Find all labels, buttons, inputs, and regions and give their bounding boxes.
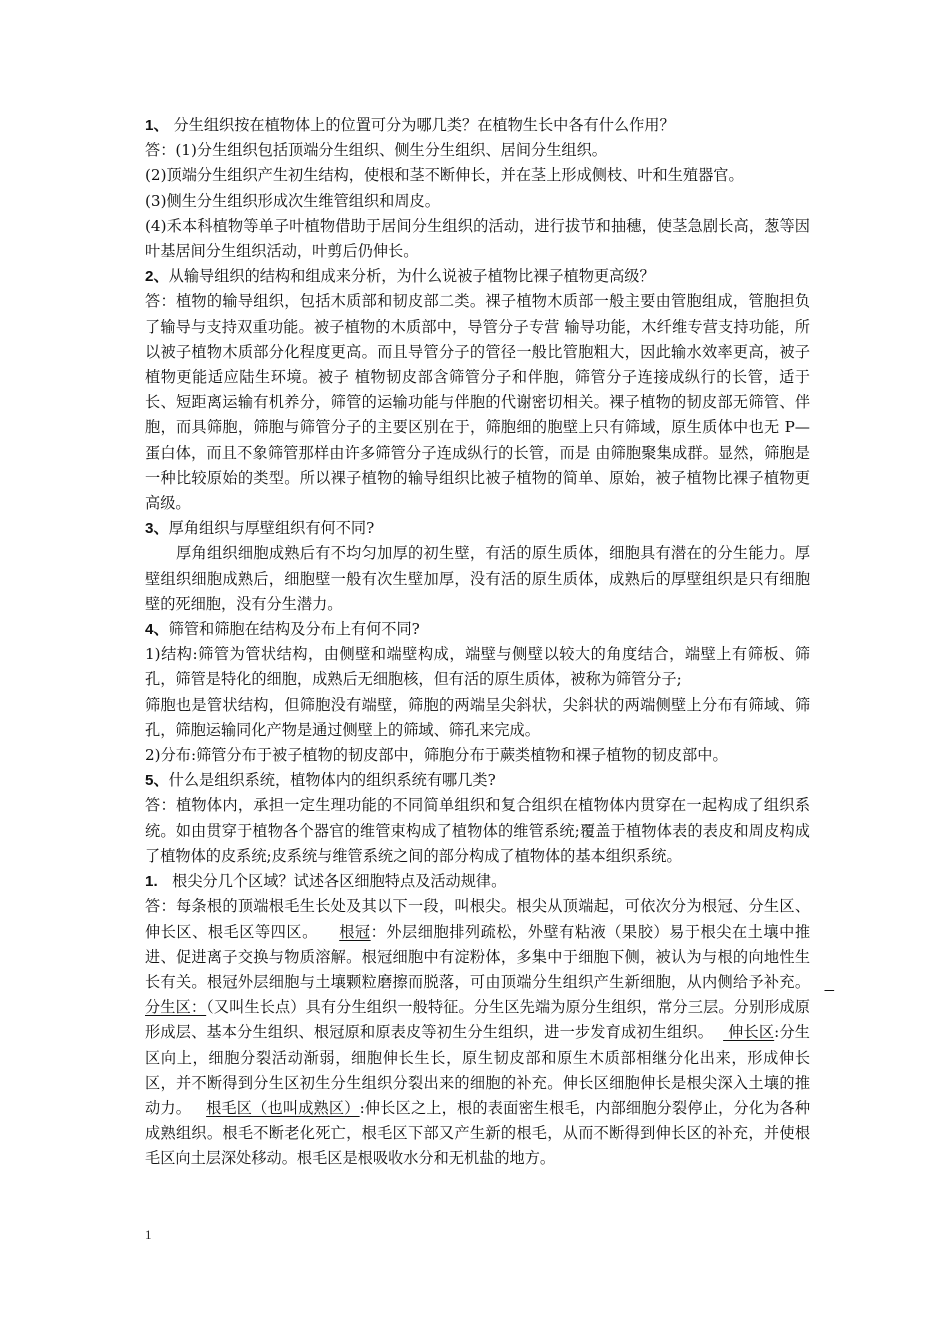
question-3 [145,516,810,541]
answer-paragraph: 筛胞也是管状结构，但筛胞没有端壁，筛胞的两端呈尖斜状，尖斜状的两端侧壁上分布有筛域、筛孔，筛胞运输同化产物是通过侧壁上的筛域、筛孔来完成。 [145,695,810,739]
root-cap-text: ：外层细胞排列疏松，外壁有粘液（果胶）易于根尖在土壤中推进、促进离子交换与物质溶解。根冠细胞中有淀粉体，多集中于细胞下侧，被认为与根的向地性生长有关。根冠外层细胞与土壤颗粒磨擦而脱落，可由顶端分生组织产生新细胞，从内侧给予补充。 [145,922,825,991]
answer-paragraph: 1)结构:筛管为管状结构，由侧壁和端壁构成，端壁与侧壁以较大的角度结合，端壁上有筛板、筛孔，筛管是特化的细胞，成熟后无细胞核，但有活的原生质体，被称为筛管分子; [145,645,810,689]
question-text: 筛管和筛胞在结构及分布上有何不同? [168,620,420,639]
question-text: 什么是组织系统，植物体内的组织系统有哪几类? [168,771,496,790]
question-text: 分生组织按在植物体上的位置可分为哪几类？在植物生长中各有什么作用？ [168,116,675,134]
term-root-hair-zone: 根毛区（也叫成熟区） [206,1098,360,1117]
question-number: 1. [145,873,158,891]
term-meristematic-zone: 分生区： [145,972,835,1017]
question-6 [145,869,810,894]
question-text: 从输导组织的结构和组成来分析，为什么说被子植物比裸子植物更高级？ [168,267,655,286]
question-number: 5、 [145,772,169,790]
question-number: 1、 [145,117,169,134]
page-number: 1 [145,1227,152,1242]
question-2 [145,264,810,289]
answer-line: 答：(1)分生组织包括顶端分生组织、侧生分生组织、居间分生组织。 [145,141,607,160]
meristematic-zone-text: （又叫生长点）具有分生组织一般特征。分生区先端为原分生组织，常分三层。分别形成原形成层、基本分生组织、根冠原和原表皮等初生分生组织，进一步发育成初生组织。 [145,998,810,1042]
question-number: 3、 [145,520,169,538]
term-elongation-zone: 伸长区 [723,1023,775,1042]
question-1 [145,113,810,138]
question-number: 4、 [145,621,169,639]
answer-paragraph: 答：植物体内，承担一定生理功能的不同简单组织和复合组织在植物体内贯穿在一起构成了组织系统。如由贯穿于植物各个器官的维管束构成了植物体的维管系统;覆盖于植物体表的表皮和周皮构成了植物体的皮系统;皮系统与维管系统之间的部分构成了植物体的基本组织系统。 [145,796,810,865]
question-number: 2、 [145,268,169,286]
question-5 [145,768,810,793]
question-4 [145,617,810,642]
answer-paragraph: 2)分布:筛管分布于被子植物的韧皮部中，筛胞分布于蕨类植物和裸子植物的韧皮部中。 [145,746,728,765]
document-body [145,113,835,1172]
answer-paragraph: 答：植物的输导组织，包括木质部和韧皮部二类。裸子植物木质部一般主要由管胞组成，管胞担负了输导与支持双重功能。被子植物的木质部中，导管分子专营 输导功能，木纤维专营支持功能，所以被子植物木质部分化程度更高。而且导管分子的管径一般比管胞粗大，因此输水效率更高，被子植物更能适应陆生环境。被子 植物韧皮部含筛管分子和伴胞，筛管分子连接成纵行的长管，适于长、短距离运输有机养分，筛管的运输功能与伴胞的代谢密切相关。裸子植物的韧皮部无筛管、伴 胞，而具筛胞，筛胞与筛管分子的主要区别在于，筛胞细的胞壁上只有筛域，原生质体中也无 P—蛋白体，而且不象筛管那样由许多筛管分子连成纵行的长管，而是 由筛胞聚集成群。显然，筛胞是一种比较原始的类型。所以裸子植物的输导组织比被子植物的简单、原始，被子植物比裸子植物更高级。 [145,292,810,513]
answer-paragraph: 厚角组织细胞成熟后有不均匀加厚的初生壁，有活的原生质体，细胞具有潜在的分生能力。厚壁组织细胞成熟后，细胞壁一般有次生壁加厚，没有活的原生质体，成熟后的厚壁组织是只有细胞壁的死细胞，没有分生潜力。 [145,544,810,613]
term-root-cap: 根冠 [339,922,371,941]
answer-paragraph [145,894,835,1171]
answer-line: (4)禾本科植物等单子叶植物借助于居间分生组织的活动，进行拔节和抽穗，使茎急剧长高，葱等因叶基居间分生组织活动，叶剪后仍伸长。 [145,216,810,261]
question-text: 厚角组织与厚壁组织有何不同? [168,519,375,538]
answer-line: (2)顶端分生组织产生初生结构，使根和茎不断伸长，并在茎上形成侧枝、叶和生殖器官。 [145,166,744,185]
answer-line: (3)侧生分生组织形成次生维管组织和周皮。 [145,191,440,210]
root-hair-zone-text: :伸长区之上，根的表面密生根毛，内部细胞分裂停止，分化为各种成熟组织。根毛不断老化死亡，根毛区下部又产生新的根毛，从而不断得到伸长区的补充，并使根毛区向土层深处移动。根毛区是根吸收水分和无机盐的地方。 [145,1098,811,1168]
elongation-zone-text: :分生区向上，细胞分裂活动渐弱，细胞伸长生长，原生韧皮部和原生木质部相继分化出来，形成伸长区，并不断得到分生区初生分生组织分裂出来的细胞的补充。伸长区细胞伸长是根尖深入土壤的推动力。 [145,1023,810,1117]
answer-intro: 答：每条根的顶端根毛生长处及其以下一段，叫根尖。根尖从顶端起，可依次分为根冠、分生区、伸长区、根毛区等四区。 [145,897,810,941]
question-text: 根尖分几个区域？试述各区细胞特点及活动规律。 [157,872,507,891]
